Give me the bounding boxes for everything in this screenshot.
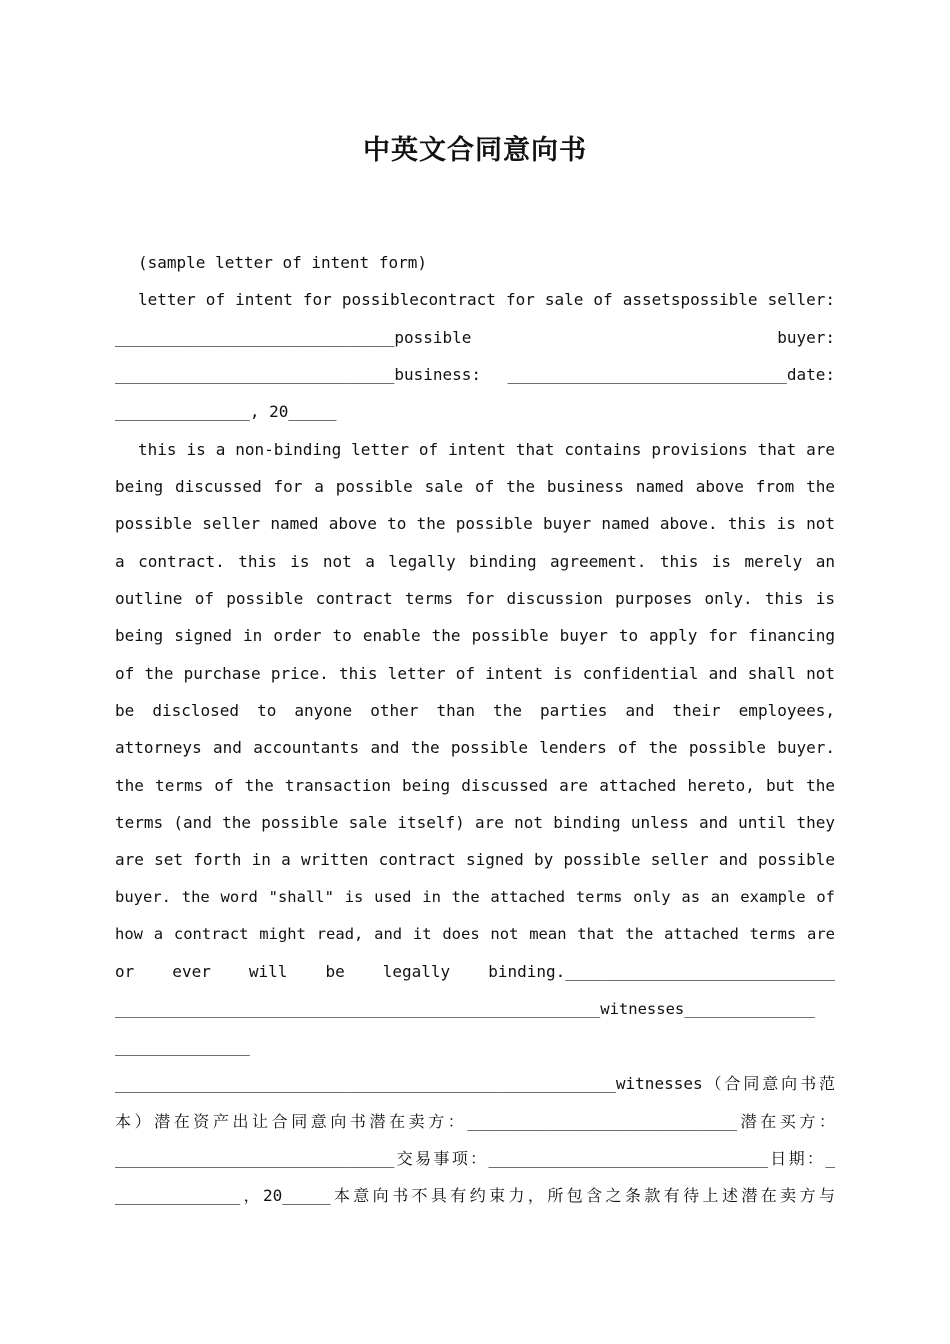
document-line: or ever will be legally binding.____________________________ bbox=[115, 962, 835, 981]
document-line: _____________________________possible buyer: bbox=[115, 328, 835, 347]
document-line: buyer. the word "shall" is used in the attached terms only as an example of bbox=[115, 888, 835, 906]
document-title: 中英文合同意向书 bbox=[363, 135, 587, 166]
document-line: attorneys and accountants and the possible lenders of the possible buyer. bbox=[115, 738, 835, 757]
document-line: be disclosed to anyone other than the parties and their employees, bbox=[115, 701, 835, 720]
document-line: _____________，20_____本意向书不具有约束力，所包含之条款有待上述潜在卖方与 bbox=[115, 1186, 835, 1205]
document-line: _____________________________business: _____________________________date: bbox=[115, 365, 835, 384]
document-line: a contract. this is not a legally binding agreement. this is merely an bbox=[115, 552, 835, 571]
document-line: this is a non-binding letter of intent that contains provisions that are bbox=[138, 440, 835, 459]
document-line: possible seller named above to the possible buyer named above. this is not bbox=[115, 514, 835, 533]
document-line: _____________________________交易事项：_____________________________日期：_ bbox=[115, 1149, 835, 1168]
document-line: 本）潜在资产出让合同意向书潜在卖方：____________________________潜在买方： bbox=[115, 1112, 835, 1131]
document-line: how a contract might read, and it does not mean that the attached terms are bbox=[115, 925, 835, 943]
document-line: ____________________________________________________witnesses______________ bbox=[115, 1000, 815, 1018]
document-line: being discussed for a possible sale of the business named above from the bbox=[115, 477, 835, 496]
document-line: the terms of the transaction being discussed are attached hereto, but the bbox=[115, 776, 835, 795]
document-line: outline of possible contract terms for discussion purposes only. this is bbox=[115, 589, 835, 608]
document-line: terms (and the possible sale itself) are not binding unless and until they bbox=[115, 813, 835, 832]
document-line: of the purchase price. this letter of intent is confidential and shall not bbox=[115, 664, 835, 683]
document-line: ______________, 20_____ bbox=[115, 402, 337, 421]
document-line: letter of intent for possiblecontract for sale of assetspossible seller: bbox=[138, 290, 835, 309]
document-line: (sample letter of intent form) bbox=[138, 253, 427, 272]
document-line: ______________ bbox=[115, 1037, 250, 1056]
document-line: are set forth in a written contract signed by possible seller and possible bbox=[115, 850, 835, 869]
document-line: being signed in order to enable the possible buyer to apply for financing bbox=[115, 626, 835, 645]
document-line: ____________________________________________________witnesses（合同意向书范 bbox=[115, 1074, 835, 1093]
